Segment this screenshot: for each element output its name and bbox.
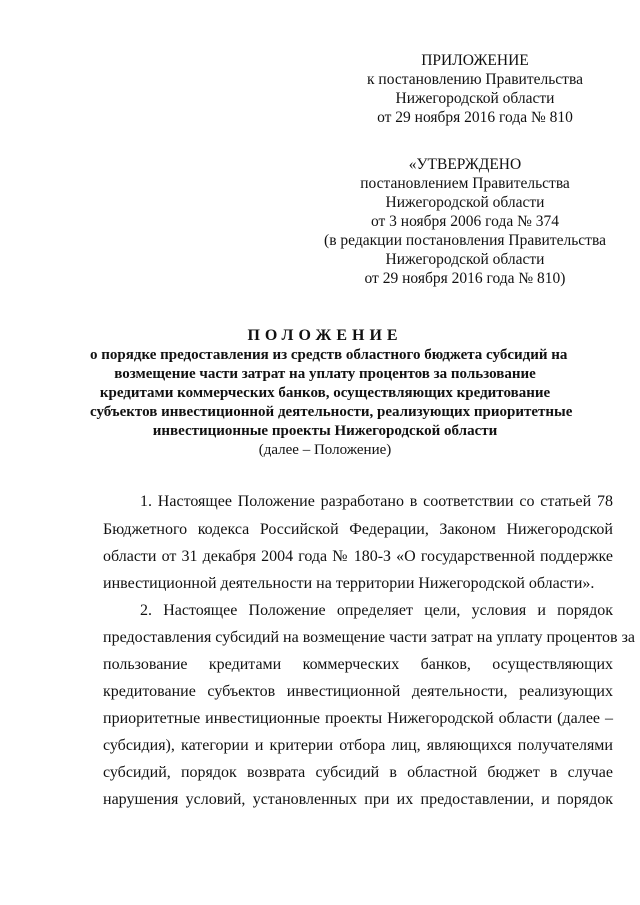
paragraph-2-line: кредитование субъектов инвестиционной деятельности, реализующих [103,683,613,700]
approved-line-4: от 3 ноября 2006 года № 374 [370,213,560,230]
paragraph-1-line: области от 31 декабря 2004 года № 180-З «О государственной поддержке [103,548,613,565]
title-heading: ПОЛОЖЕНИЕ [247,327,403,344]
appendix-line-4: от 29 ноября 2016 года № 810 [377,109,573,126]
approved-line-3: Нижегородской области [385,194,545,211]
paragraph-2-line: 2. Настоящее Положение определяет цели, условия и порядок [140,602,613,619]
paragraph-1-line: 1. Настоящее Положение разработано в соответствии со статьей 78 [140,493,613,510]
paragraph-1-line: инвестиционной деятельности на территории Нижегородской области». [103,575,595,592]
paragraph-2-line: предоставления субсидий на возмещение части затрат на уплату процентов за [103,629,636,646]
paragraph-2-line: субсидия), категории и критерии отбора лиц, являющихся получателями [103,737,613,754]
appendix-line-2: к постановлению Правительства [367,71,583,88]
paragraph-1-line: Бюджетного кодекса Российской Федерации, Законом Нижегородской [103,521,613,538]
approved-line-6: Нижегородской области [385,251,545,268]
title-line-2: возмещение части затрат на уплату процентов за пользование [114,366,536,382]
paragraph-2-line: субсидий, порядок возврата субсидий в областной бюджет в случае [103,764,613,781]
paragraph-2-line: приоритетные инвестиционные проекты Нижегородской области (далее – [103,710,613,727]
title-line-4: субъектов инвестиционной деятельности, реализующих приоритетные [90,404,573,420]
appendix-line-3: Нижегородской области [395,90,555,107]
approved-line-2: постановлением Правительства [360,175,570,192]
paragraph-2-line: нарушения условий, установленных при их предоставлении, и порядок [103,791,613,808]
title-note: (далее – Положение) [258,442,392,458]
title-line-5: инвестиционные проекты Нижегородской области [152,423,498,439]
approved-title: «УТВЕРЖДЕНО [408,156,522,173]
title-line-1: о порядке предоставления из средств областного бюджета субсидий на [90,347,568,363]
approved-line-5: (в редакции постановления Правительства [324,232,606,249]
approved-line-7: от 29 ноября 2016 года № 810) [364,270,566,287]
title-line-3: кредитами коммерческих банков, осуществляющих кредитование [99,385,551,401]
appendix-title: ПРИЛОЖЕНИЕ [421,52,529,69]
paragraph-2-line: пользование кредитами коммерческих банков, осуществляющих [103,656,613,673]
